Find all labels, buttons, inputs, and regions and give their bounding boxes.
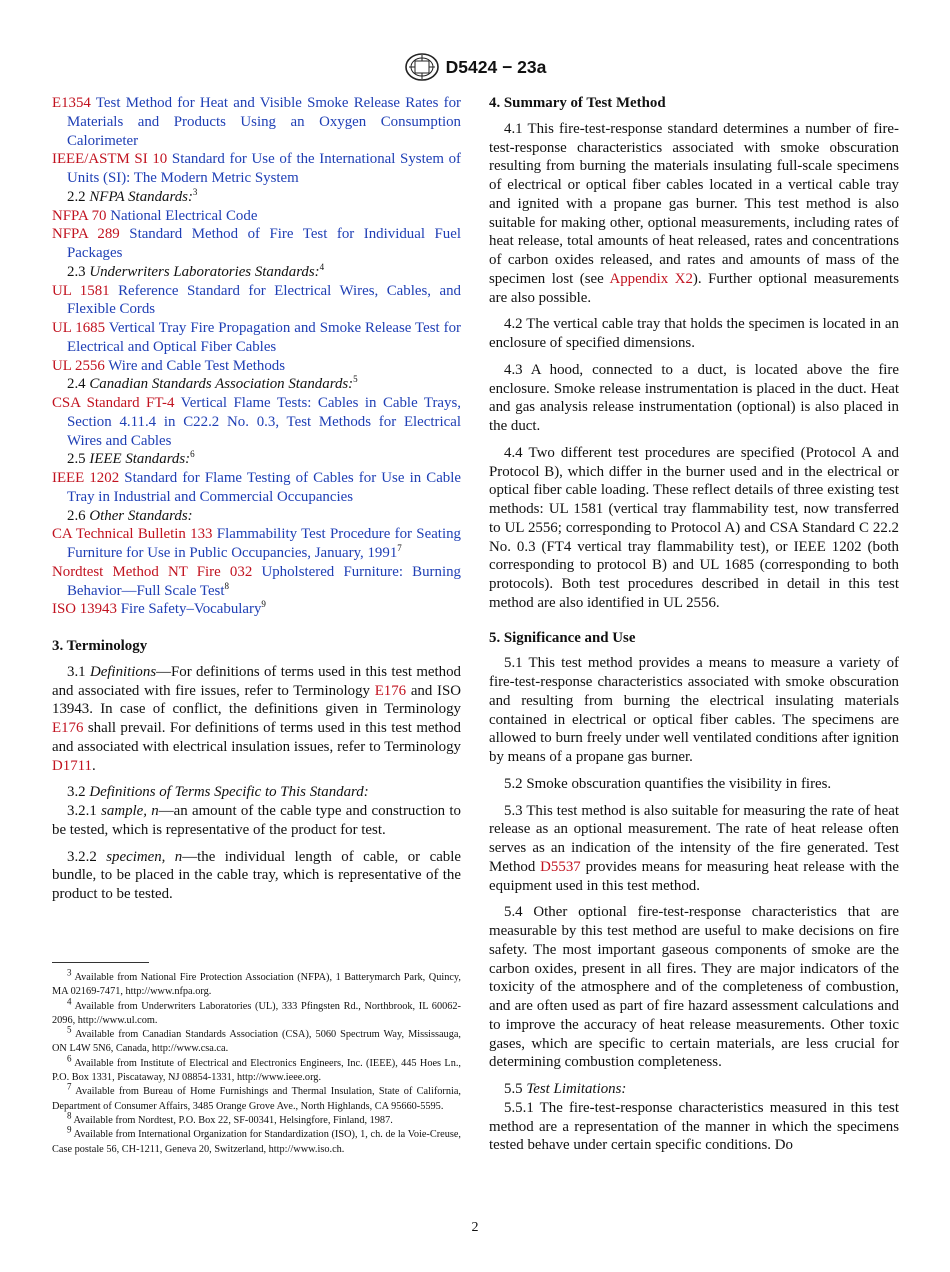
- paragraph-5-1: 5.1 This test method provides a means to measure a variety of fire-test-response characteristics associated with smoke obscuration and resulting from burning the electrical insulating materials contained in electrical or optical fiber cables. The specimens are allowed to burn freely under well ventilated conditions after ignition by means of a propane gas burner.: [489, 655, 899, 765]
- paragraph-5-5: 5.5 Test Limitations:: [504, 1081, 627, 1097]
- reference-code[interactable]: NFPA 70: [52, 207, 107, 224]
- paragraph-4-2: 4.2 The vertical cable tray that holds the specimen is located in an enclosure of specified dimensions.: [489, 316, 899, 351]
- subsection-heading: 2.2 NFPA Standards:$^3$: [67, 186, 198, 205]
- footnote-marker: 7: [397, 543, 402, 554]
- standard-designation: D5424 − 23a: [445, 56, 547, 77]
- subsection-heading: 2.4 Canadian Standards Association Standards:$^5$: [67, 374, 358, 393]
- reference-item: [52, 563, 461, 601]
- left-column: [52, 94, 461, 912]
- reference-item: [52, 282, 461, 320]
- subsection-heading: 2.5 IEEE Standards:$^6$: [67, 449, 195, 468]
- footnote: $^4$ Available from Underwriters Laboratories (UL), 333 Pfingsten Rd., Northbrook, IL 60062-2096, http://www.ul.com.: [52, 996, 461, 1026]
- reference-code[interactable]: UL 1581: [52, 282, 110, 299]
- link-d1711[interactable]: D1711: [52, 757, 92, 774]
- paragraph-5-3: 5.3 This test method is also suitable for measuring the rate of heat release as an optional measurement. The rate of heat release often serves as an indication of the intensity of the fire generated. Test Method D5537 provides means for measuring heat release with the equipment used in this test method.: [489, 802, 899, 894]
- section-heading-summary: 4. Summary of Test Method: [489, 95, 666, 111]
- page-number: 2: [471, 1220, 479, 1235]
- reference-title[interactable]: National Electrical Code: [110, 207, 258, 224]
- paragraph-4-3: 4.3 A hood, connected to a duct, is located above the fire enclosure. Smoke release instrumentation is placed in the duct. Heat and gas analysis release instrumentation (optional) is also placed in the duct.: [489, 361, 899, 434]
- reference-item: [52, 600, 461, 619]
- reference-title[interactable]: Vertical Tray Fire Propagation and Smoke Release Test for Electrical and Optical Fiber Cables: [67, 320, 461, 355]
- paragraph-3-2-2: 3.2.2 specimen, n—the individual length of cable, or cable bundle, to be placed in the cable tray, which is representative of the product to be tested.: [52, 848, 461, 902]
- reference-code[interactable]: CA Technical Bulletin 133: [52, 526, 213, 543]
- section-heading-significance: 5. Significance and Use: [489, 629, 636, 646]
- link-d5537[interactable]: D5537: [540, 858, 581, 875]
- subsection-heading: 2.3 Underwriters Laboratories Standards:$^4$: [67, 261, 325, 280]
- reference-code[interactable]: Nordtest Method NT Fire 032: [52, 563, 253, 580]
- footnote: $^9$ Available from International Organization for Standardization (ISO), 1, ch. de la Voie-Creuse, Case postale 56, CH-1211, Geneva 20, Switzerland, http://www.iso.ch.: [52, 1124, 461, 1155]
- footnotes: [52, 967, 461, 1157]
- reference-code[interactable]: ISO 13943: [52, 601, 117, 618]
- reference-title[interactable]: Reference Standard for Electrical Wires, Cables, and Flexible Cords: [67, 282, 461, 318]
- page-header: [0, 50, 950, 84]
- paragraph-5-5-1: 5.5.1 The fire-test-response characteristics measured in this test method are a representation of the manner in which the specimens tested behave under certain specific conditions. Do: [489, 1099, 899, 1154]
- footnote: $^5$ Available from Canadian Standards Association (CSA), 5060 Spectrum Way, Mississauga, ON L4W 5N6, Canada, http://www.csa.ca.: [52, 1024, 461, 1055]
- reference-item: [52, 225, 461, 263]
- paragraph-4-4: 4.4 Two different test procedures are specified (Protocol A and Protocol B), which differ in the burner used and in the electrical or optical fiber cable loading. These reflect details of three existing test methods: UL 1581 (vertical tray flammability test, now transferred to UL 2556; corresponding to Protocol A) and CSA Standard C 22.2 No. 0.3 (FT4 vertical tray flammability test), or IEEE 1202 (both corresponding to protocol B) and UL 1685 (corresponding to both protocols). Both test procedures described in detail in this test method are also identified in UL 2556.: [489, 444, 899, 611]
- reference-code[interactable]: E1354: [52, 95, 91, 111]
- reference-title[interactable]: Standard for Use of the International System of Units (SI): The Modern Metric System: [67, 151, 461, 186]
- reference-code[interactable]: UL 2556: [52, 357, 105, 374]
- right-column: [489, 94, 899, 1163]
- section-heading-terminology: 3. Terminology: [52, 638, 148, 654]
- reference-item: [52, 150, 461, 188]
- paragraph-5-2: 5.2 Smoke obscuration quantifies the visibility in fires.: [504, 775, 832, 792]
- link-e176[interactable]: E176: [374, 682, 407, 699]
- reference-code[interactable]: IEEE 1202: [52, 470, 120, 486]
- paragraph-3-1: 3.1 Definitions—For definitions of terms used in this test method and associated with fire issues, refer to Terminology E176 and ISO 13943. In case of conflict, the definitions given in Terminology E176 shall prevail. For definitions of terms used in this test method and associated with electrical insulation issues, refer to Terminology D1711.: [52, 663, 461, 774]
- footnote: $^7$ Available from Bureau of Home Furnishings and Thermal Insulation, State of California, Department of Consumer Affairs, 3485 Orange Grove Ave., North Highlands, CA 95660-5595.: [52, 1081, 461, 1112]
- reference-item: [52, 357, 461, 376]
- reference-code[interactable]: UL 1685: [52, 320, 106, 336]
- reference-code[interactable]: CSA Standard FT-4: [52, 395, 175, 411]
- footnote-divider: [52, 962, 149, 963]
- reference-item: [52, 525, 461, 563]
- astm-logo-icon: [404, 52, 440, 82]
- reference-title[interactable]: Fire Safety–Vocabulary: [120, 601, 262, 618]
- reference-item: [52, 394, 461, 450]
- reference-item: [52, 469, 461, 507]
- reference-code[interactable]: NFPA 289: [52, 226, 120, 243]
- footnote-marker: 8: [224, 580, 229, 591]
- reference-item: [52, 207, 461, 226]
- reference-item: [52, 319, 461, 357]
- reference-title[interactable]: Wire and Cable Test Methods: [108, 357, 286, 374]
- link-appendix-x2[interactable]: Appendix X2: [609, 270, 693, 287]
- reference-title[interactable]: Vertical Flame Tests: Cables in Cable Trays, Section 4.11.4 in C22.2 No. 0.3, Test Methods for Electrical Wires and Cables: [67, 395, 461, 449]
- reference-title[interactable]: Flammability Test Procedure for Seating Furniture for Use in Public Occupancies, January, 1991: [67, 526, 461, 561]
- footnote-marker: 9: [261, 599, 266, 610]
- paragraph-5-4: 5.4 Other optional fire-test-response characteristics that are measurable by this test method are useful to make decisions on fire safety. The most important gaseous components of smoke are the carbon oxides, present in all fires. They are major indicators of the toxicity of the atmosphere and of the completeness of combustion, and are often used as part of fire hazard assessment calculations and to improve the accuracy of heat release measurements. Other toxic gases, which are specific to certain materials, are less crucial for determining combustion completeness.: [489, 904, 899, 1071]
- footnote: $^3$ Available from National Fire Protection Association (NFPA), 1 Batterymarch Park, Quincy, MA 02169-7471, http://www.nfpa.org.: [52, 967, 461, 998]
- footnote: $^6$ Available from Institute of Electrical and Electronics Engineers, Inc. (IEEE), 445 Hoes Ln., P.O. Box 1331, Piscataway, NJ 08854-1331, http://www.ieee.org.: [52, 1053, 461, 1084]
- reference-title[interactable]: Standard Method of Fire Test for Individual Fuel Packages: [67, 226, 461, 261]
- subsection-heading: 2.6 Other Standards:: [67, 507, 193, 524]
- paragraph-3-2: 3.2 Definitions of Terms Specific to This Standard:: [67, 784, 369, 801]
- reference-item: [52, 94, 461, 150]
- paragraph-4-1: 4.1 This fire-test-response standard determines a number of fire-test-response characteristics associated with smoke obscuration resulting from burning the materials insulating full-scale specimens of electrical or optical fiber cables located in a vertical cable tray and ignited with a propane gas burner. This test method is also suitable for making other, optional measurements, including rates of heat release, total amounts of heat released, rates and concentrations of carbon oxides released, and rates and amounts of mass of the specimen lost (see Appendix X2). Further optional measurements are also possible.: [489, 120, 899, 306]
- paragraph-3-2-1: 3.2.1 sample, n—an amount of the cable type and construction to be tested, which is representative of the product for test.: [52, 803, 461, 838]
- reference-code[interactable]: IEEE/ASTM SI 10: [52, 151, 168, 168]
- reference-title[interactable]: Standard for Flame Testing of Cables for Use in Cable Tray in Industrial and Commercial Occupancies: [67, 470, 462, 505]
- footnote: $^8$ Available from Nordtest, P.O. Box 22, SF-00341, Helsingfore, Finland, 1987.: [67, 1110, 393, 1126]
- reference-title[interactable]: Test Method for Heat and Visible Smoke Release Rates for Materials and Products Using an Oxygen Consumption Calorimeter: [67, 95, 461, 149]
- link-e176[interactable]: E176: [52, 720, 84, 736]
- reference-title[interactable]: Upholstered Furniture: Burning Behavior—Full Scale Test: [67, 563, 461, 599]
